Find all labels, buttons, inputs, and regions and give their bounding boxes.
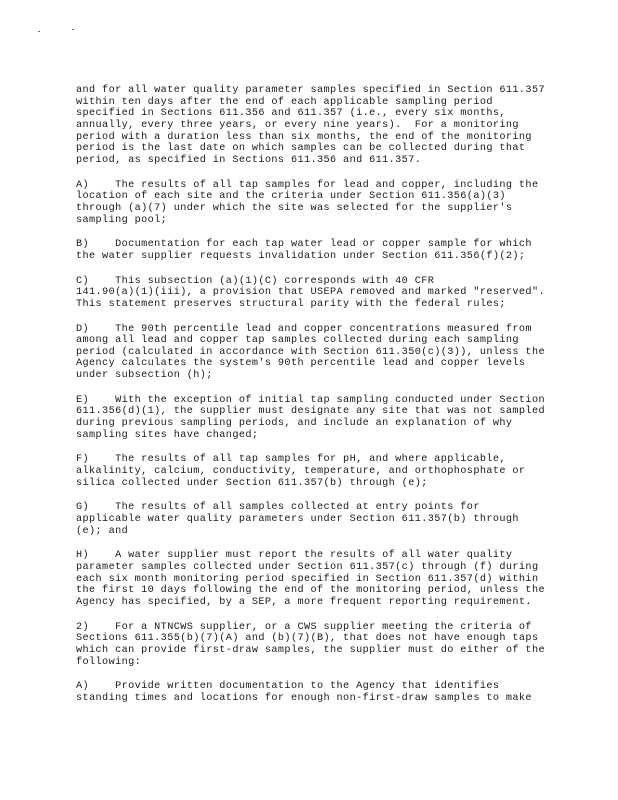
text-line: standing times and locations for enough non-first-draw samples to make <box>76 692 532 704</box>
text-line: among all lead and copper tap samples collected during each sampling <box>76 335 519 347</box>
text-line: B) Documentation for each tap water lead or copper sample for which <box>76 239 532 251</box>
paragraph <box>76 681 552 704</box>
paragraph <box>76 454 552 489</box>
text-line: This statement preserves structural parity with the federal rules; <box>76 298 506 310</box>
text-line: silica collected under Section 611.357(b) through (e); <box>76 477 428 489</box>
text-line: Agency calculates the system's 90th percentile lead and copper levels <box>76 358 526 370</box>
text-line: each six month monitoring period specified in Section 611.357(d) within <box>76 573 539 585</box>
text-line: and for all water quality parameter samples specified in Section 611.357 <box>76 85 545 96</box>
text-line: within ten days after the end of each applicable sampling period <box>76 96 493 108</box>
scan-speck <box>38 31 40 32</box>
text-line: period (calculated in accordance with Section 611.350(c)(3)), unless the <box>76 346 545 358</box>
scan-specks <box>36 28 96 36</box>
text-line: following: <box>76 656 142 668</box>
paragraph <box>76 180 552 227</box>
paragraph <box>76 622 552 669</box>
text-line: the first 10 days following the end of the monitoring period, unless the <box>76 585 545 597</box>
text-line: annually, every three years, or every nine years). For a monitoring <box>76 119 519 131</box>
scan-speck <box>72 29 74 30</box>
text-line: 2) For a NTNCWS supplier, or a CWS supplier meeting the criteria of <box>76 621 532 633</box>
text-line: 141.90(a)(1)(iii), a provision that USEPA removed and marked "reserved". <box>76 287 545 299</box>
text-line: (e); and <box>76 525 129 537</box>
text-line: applicable water quality parameters under Section 611.357(b) through <box>76 514 519 526</box>
text-line: location of each site and the criteria under Section 611.356(a)(3) <box>76 191 506 203</box>
text-line: through (a)(7) under which the site was selected for the supplier's <box>76 202 513 214</box>
text-line: Agency has specified, by a SEP, a more frequent reporting requirement. <box>76 596 532 608</box>
text-line: parameter samples collected under Section 611.357(c) through (f) during <box>76 562 539 573</box>
text-line: period, as specified in Sections 611.356 and 611.357. <box>76 154 422 166</box>
text-line: period with a duration less than six months, the end of the monitoring <box>76 131 532 143</box>
text-line: alkalinity, calcium, conductivity, temperature, and orthophosphate or <box>76 466 526 478</box>
paragraph <box>76 395 552 442</box>
text-line: period is the last date on which samples can be collected during that <box>76 143 526 155</box>
text-line: A) Provide written documentation to the Agency that identifies <box>76 681 500 693</box>
paragraph <box>76 550 552 608</box>
regulation-text <box>76 85 552 718</box>
text-line: C) This subsection (a)(1)(C) corresponds with 40 CFR <box>76 275 435 287</box>
text-line: specified in Sections 611.356 and 611.357 (i.e., every six months, <box>76 108 506 120</box>
paragraph <box>76 324 552 382</box>
text-line: during previous sampling periods, and include an explanation of why <box>76 418 513 430</box>
text-line: the water supplier requests invalidation under Section 611.356(f)(2); <box>76 250 526 262</box>
text-line: 611.356(d)(1), the supplier must designate any site that was not sampled <box>76 406 545 418</box>
text-line: sampling pool; <box>76 214 168 226</box>
paragraph <box>76 276 552 311</box>
text-line: which can provide first-draw samples, the supplier must do either of the <box>76 644 545 656</box>
text-line: Sections 611.355(b)(7)(A) and (b)(7)(B), that does not have enough taps <box>76 633 539 645</box>
paragraph <box>76 502 552 537</box>
text-line: F) The results of all tap samples for pH, and where applicable, <box>76 454 506 466</box>
text-line: A) The results of all tap samples for lead and copper, including the <box>76 179 539 191</box>
text-line: sampling sites have changed; <box>76 429 259 441</box>
text-line: D) The 90th percentile lead and copper concentrations measured from <box>76 323 532 335</box>
paragraph <box>76 85 552 167</box>
text-line: G) The results of all samples collected at entry points for <box>76 502 480 514</box>
text-line: E) With the exception of initial tap sampling conducted under Section <box>76 394 545 406</box>
text-line: H) A water supplier must report the results of all water quality <box>76 550 513 562</box>
text-line: under subsection (h); <box>76 370 213 382</box>
paragraph <box>76 239 552 262</box>
